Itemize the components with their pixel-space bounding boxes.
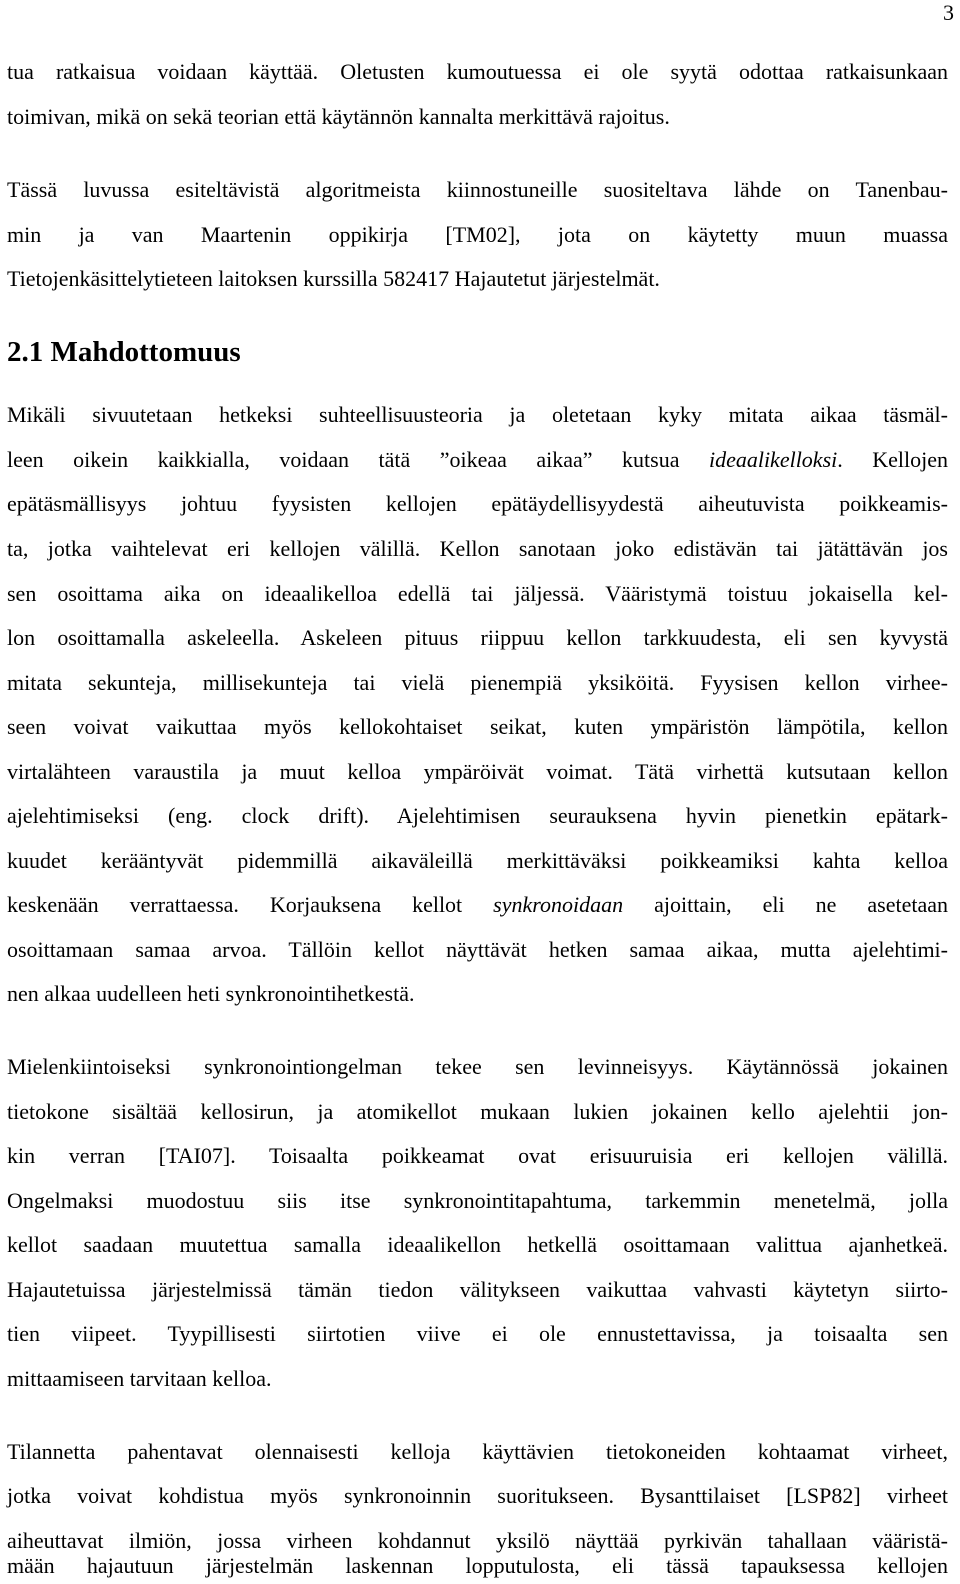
text-line: ajelehtimiseksi (eng. clock drift). Ajelehtimisen seurauksena hyvin pienetkin epätark- (7, 803, 948, 828)
text-line (7, 890, 948, 920)
text-line: aiheuttavat ilmiön, jossa virheen kohdannut yksilö näyttää pyrkivän tahallaan vääristä- (7, 1528, 948, 1553)
text-run: ajoittain, eli ne asetetaan (623, 892, 948, 917)
text-line: min ja van Maartenin oppikirja [TM02], jota on käytetty muun muassa (7, 222, 948, 247)
text-line: virtalähteen varaustila ja muut kelloa ympäröivät voimat. Tätä virhettä kutsutaan kellon (7, 759, 948, 784)
text-line: mitata sekunteja, millisekunteja tai vielä pienempiä yksiköitä. Fyysisen kellon virhee- (7, 670, 948, 695)
section-heading: 2.1 Mahdottomuus (7, 336, 241, 368)
text-line: seen voivat vaikuttaa myös kellokohtaiset seikat, kuten ympäristön lämpötila, kellon (7, 714, 948, 739)
emphasis-term: synkronoidaan (493, 892, 624, 917)
text-line: Mikäli sivuutetaan hetkeksi suhteellisuusteoria ja oletetaan kyky mitata aikaa täsmäl- (7, 402, 948, 427)
text-line: jotka voivat kohdistua myös synkronoinnin suoritukseen. Bysanttilaiset [LSP82] virheet (7, 1483, 948, 1508)
text-line: toimivan, mikä on sekä teorian että käytännön kannalta merkittävä rajoitus. (7, 104, 670, 129)
text-line: nen alkaa uudelleen heti synkronointihetkestä. (7, 981, 415, 1006)
text-line: kellot saadaan muutettua samalla ideaalikellon hetkellä osoittamaan valittua ajanhetkeä. (7, 1232, 948, 1257)
text-line: Tietojenkäsittelytieteen laitoksen kurssilla 582417 Hajautetut järjestelmät. (7, 266, 660, 291)
text-line: epätäsmällisyys johtuu fyysisten kellojen epätäydellisyydestä aiheutuvista poikkeamis- (7, 491, 948, 516)
text-line: Mielenkiintoiseksi synkronointiongelman tekee sen levinneisyys. Käytännössä jokainen (7, 1054, 948, 1079)
text-line: Ongelmaksi muodostuu siis itse synkronointitapahtuma, tarkemmin menetelmä, jolla (7, 1188, 948, 1213)
text-line: ta, jotka vaihtelevat eri kellojen välillä. Kellon sanotaan joko edistävän tai jätättävän jos (7, 536, 948, 561)
text-line (7, 445, 948, 475)
text-line: mittaamiseen tarvitaan kelloa. (7, 1366, 272, 1391)
text-run: . Kellojen (837, 447, 948, 472)
text-run: leen oikein kaikkialla, voidaan tätä ”oikeaa aikaa” kutsua (7, 447, 709, 472)
text-line: lon osoittamalla askeleella. Askeleen pituus riippuu kellon tarkkuudesta, eli sen kyvystä (7, 625, 948, 650)
text-line: tua ratkaisua voidaan käyttää. Oletusten kumoutuessa ei ole syytä odottaa ratkaisunkaan (7, 59, 948, 84)
emphasis-term: ideaalikelloksi (708, 447, 838, 472)
text-line: tien viipeet. Tyypillisesti siirtotien viive ei ole ennustettavissa, ja toisaalta sen (7, 1321, 948, 1346)
page-number: 3 (943, 0, 954, 25)
text-line: mään hajautuun järjestelmän laskennan lopputulosta, eli tässä tapauksessa kellojen (7, 1553, 948, 1578)
text-line: osoittamaan samaa arvoa. Tällöin kellot näyttävät hetken samaa aikaa, mutta ajelehtimi- (7, 937, 948, 962)
text-line: Hajautetuissa järjestelmissä tämän tiedon välitykseen vaikuttaa vahvasti käytetyn siirto- (7, 1277, 948, 1302)
text-line: tietokone sisältää kellosirun, ja atomikellot mukaan lukien jokainen kello ajelehtii jon- (7, 1099, 948, 1124)
text-line: kuudet kerääntyvät pidemmillä aikaväleillä merkittäväksi poikkeamiksi kahta kelloa (7, 848, 948, 873)
text-line: sen osoittama aika on ideaalikelloa edellä tai jäljessä. Vääristymä toistuu jokaisella kel- (7, 581, 948, 606)
text-line: Tässä luvussa esiteltävistä algoritmeista kiinnostuneille suositeltava lähde on Tanenbau- (7, 177, 948, 202)
text-run: keskenään verrattaessa. Korjauksena kellot (7, 892, 494, 917)
text-line: kin verran [TAI07]. Toisaalta poikkeamat ovat erisuuruisia eri kellojen välillä. (7, 1143, 948, 1168)
text-line: Tilannetta pahentavat olennaisesti kelloja käyttävien tietokoneiden kohtaamat virheet, (7, 1439, 948, 1464)
